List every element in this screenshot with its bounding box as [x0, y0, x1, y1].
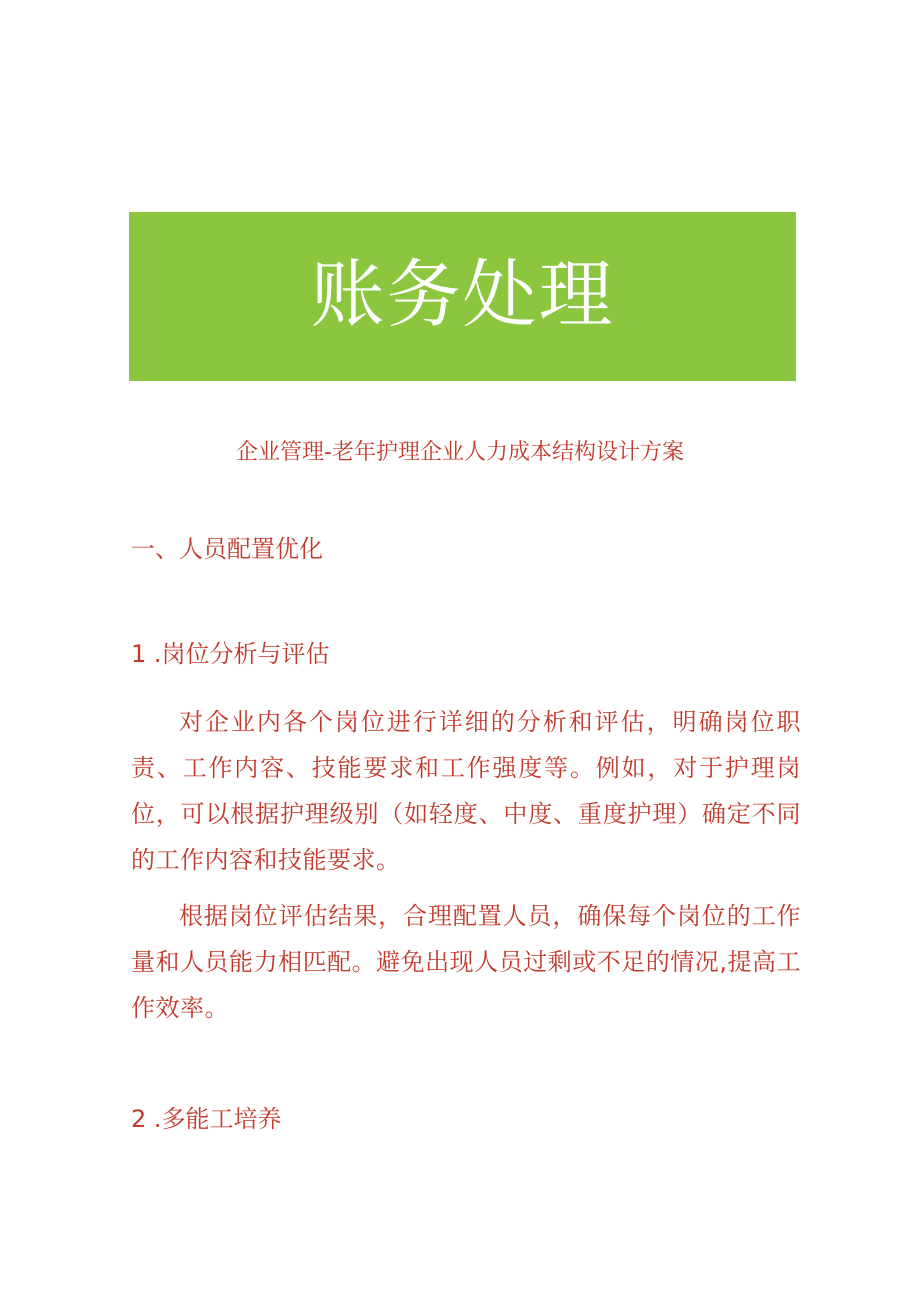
paragraph-1: 对企业内各个岗位进行详细的分析和评估，明确岗位职责、工作内容、技能要求和工作强度等。例如，对于护理岗位，可以根据护理级别（如轻度、中度、重度护理）确定不同的工作内容和技能要求。 [131, 708, 801, 874]
paragraph-2: 根据岗位评估结果，合理配置人员，确保每个岗位的工作量和人员能力相匹配。避免出现人员过剩或不足的情况,提高工作效率。 [131, 902, 801, 1022]
document-title: 企业管理-老年护理企业人力成本结构设计方案 [236, 440, 684, 465]
banner-title: 账务处理 [310, 251, 615, 338]
subsection-heading-1: 1 .岗位分析与评估 [131, 640, 330, 668]
subsection-heading-2: 2 .多能工培养 [131, 1105, 282, 1133]
section-heading: 一、人员配置优化 [131, 535, 323, 563]
title-banner [129, 212, 796, 381]
